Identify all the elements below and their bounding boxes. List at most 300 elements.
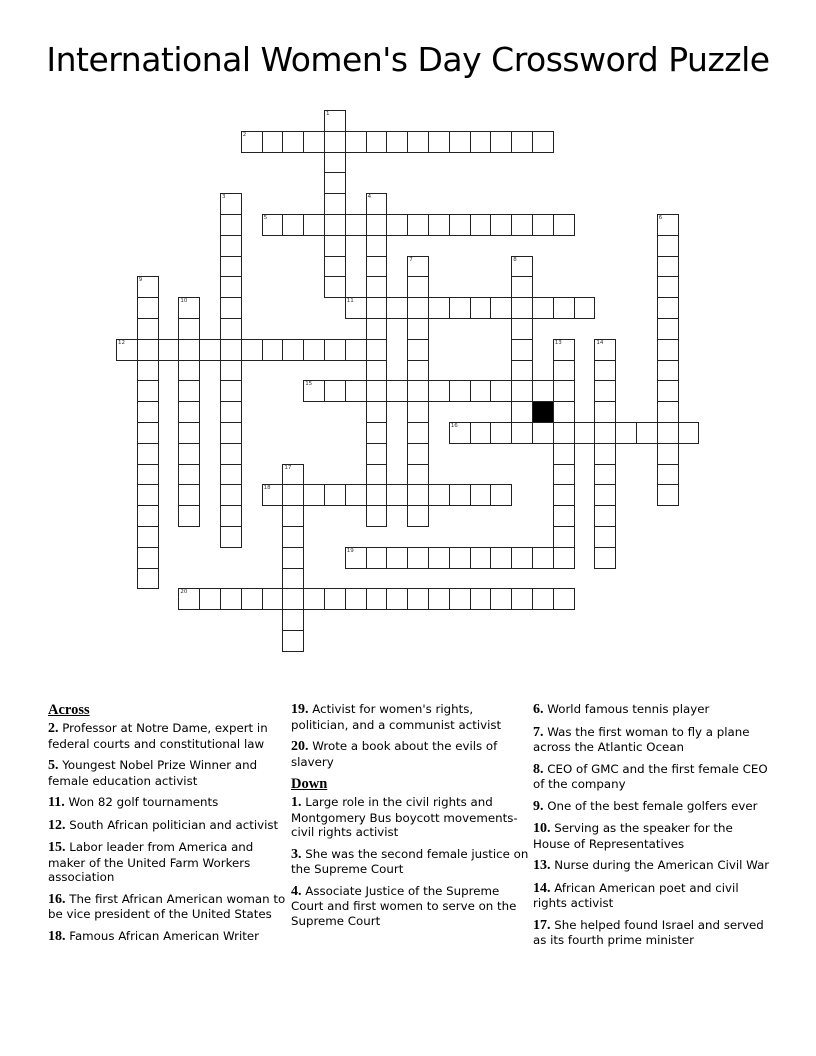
grid-cell[interactable] — [220, 380, 242, 402]
grid-cell[interactable] — [282, 588, 304, 610]
grid-cell[interactable] — [386, 484, 408, 506]
grid-cell[interactable] — [282, 547, 304, 569]
grid-cell[interactable] — [407, 443, 429, 465]
grid-cell[interactable] — [137, 568, 159, 590]
grid-cell[interactable] — [553, 401, 575, 423]
grid-cell[interactable] — [470, 588, 492, 610]
grid-cell[interactable] — [636, 422, 658, 444]
grid-cell[interactable] — [366, 276, 388, 298]
clue-number: 2. — [48, 721, 59, 736]
grid-cell[interactable] — [345, 547, 367, 569]
grid-cell[interactable] — [220, 193, 242, 215]
grid-cell[interactable] — [366, 547, 388, 569]
clue-number: 6. — [533, 702, 544, 717]
grid-cell[interactable] — [449, 588, 471, 610]
clue-text: Wrote a book about the evils of slavery — [291, 739, 498, 769]
grid-cell[interactable] — [178, 318, 200, 340]
clue-number: 19. — [291, 702, 309, 717]
grid-cell[interactable] — [345, 484, 367, 506]
cell-number: 3 — [222, 194, 226, 201]
grid-cell[interactable] — [428, 484, 450, 506]
grid-cell[interactable] — [220, 526, 242, 548]
grid-cell[interactable] — [657, 256, 679, 278]
grid-cell[interactable] — [178, 588, 200, 610]
grid-cell[interactable] — [324, 214, 346, 236]
cell-number: 12 — [118, 339, 125, 346]
grid-cell[interactable] — [137, 318, 159, 340]
clue-down-9 — [533, 799, 771, 815]
cell-number: 14 — [596, 339, 604, 346]
grid-cell[interactable] — [178, 360, 200, 382]
grid-cell[interactable] — [220, 422, 242, 444]
clue-text: Nurse during the American Civil War — [554, 858, 770, 872]
grid-cell[interactable] — [345, 588, 367, 610]
clue-across-2 — [48, 721, 286, 751]
grid-cell[interactable] — [262, 214, 284, 236]
grid-cell[interactable] — [137, 297, 159, 319]
grid-cell[interactable] — [282, 609, 304, 631]
grid-cell[interactable] — [407, 588, 429, 610]
grid-cell[interactable] — [553, 422, 575, 444]
grid-cell[interactable] — [407, 505, 429, 527]
grid-cell[interactable] — [303, 214, 325, 236]
clue-down-8 — [533, 762, 771, 792]
grid-cell[interactable] — [220, 318, 242, 340]
clue-number: 14. — [533, 880, 551, 896]
grid-cell[interactable] — [366, 131, 388, 153]
cell-number: 6 — [658, 215, 663, 221]
grid-cell[interactable] — [366, 380, 388, 402]
grid-cell[interactable] — [324, 152, 346, 174]
cell-number: 20 — [180, 589, 188, 596]
clue-across-12 — [48, 818, 286, 834]
grid-cell[interactable] — [407, 484, 429, 506]
grid-cell[interactable] — [428, 588, 450, 610]
grid-cell[interactable] — [553, 339, 575, 361]
grid-cell[interactable] — [657, 464, 679, 486]
grid-cell[interactable] — [262, 339, 284, 361]
cell-number: 13 — [554, 339, 562, 346]
grid-cell[interactable] — [366, 484, 388, 506]
grid-cell[interactable] — [282, 339, 304, 361]
grid-cell[interactable] — [594, 526, 616, 548]
grid-cell[interactable] — [449, 380, 471, 402]
clue-down-7 — [533, 725, 771, 755]
grid-cell[interactable] — [303, 588, 325, 610]
grid-cell[interactable] — [407, 339, 429, 361]
grid-cell[interactable] — [678, 422, 700, 444]
grid-cell[interactable] — [324, 235, 346, 257]
grid-cell[interactable] — [511, 214, 533, 236]
cell-number: 10 — [180, 298, 188, 305]
clue-text: African American poet and civil rights activist — [533, 880, 739, 910]
grid-cell[interactable] — [490, 380, 512, 402]
cell-number: 19 — [346, 547, 354, 554]
grid-cell[interactable] — [407, 256, 429, 278]
grid-cell[interactable] — [407, 401, 429, 423]
grid-cell[interactable] — [449, 422, 471, 444]
grid-cell[interactable] — [386, 131, 408, 153]
cell-number: 16 — [450, 423, 458, 429]
grid-cell[interactable] — [262, 484, 284, 506]
grid-cell[interactable] — [553, 588, 575, 610]
grid-cell[interactable] — [116, 339, 138, 361]
grid-cell[interactable] — [137, 360, 159, 382]
grid-cell[interactable] — [594, 464, 616, 486]
grid-cell[interactable] — [511, 318, 533, 340]
grid-cell[interactable] — [262, 588, 284, 610]
grid-cell[interactable] — [366, 443, 388, 465]
clue-text: Activist for women's rights, politician, and a communist activist — [291, 702, 502, 732]
clue-across-5 — [48, 758, 286, 788]
clue-down-4 — [291, 884, 529, 929]
clue-text: Serving as the speaker for the House of Representatives — [533, 821, 733, 851]
clue-number: 11. — [48, 795, 65, 810]
grid-cell[interactable] — [511, 588, 533, 610]
grid-cell[interactable] — [553, 443, 575, 465]
clue-number: 17. — [533, 917, 551, 933]
grid-cell[interactable] — [220, 401, 242, 423]
grid-cell[interactable] — [407, 214, 429, 236]
clue-across-11 — [48, 795, 286, 811]
grid-cell[interactable] — [324, 339, 346, 361]
grid-cell[interactable] — [553, 526, 575, 548]
cell-number: 7 — [409, 256, 413, 263]
clue-number: 9. — [533, 798, 544, 814]
grid-cell[interactable] — [594, 443, 616, 465]
grid-cell[interactable] — [511, 131, 533, 153]
grid-cell[interactable] — [282, 505, 304, 527]
clues-column-2 — [291, 702, 529, 935]
grid-cell[interactable] — [366, 214, 388, 236]
clue-down-14 — [533, 881, 771, 911]
grid-cell[interactable] — [178, 443, 200, 465]
grid-cell[interactable] — [511, 276, 533, 298]
grid-cell[interactable] — [324, 256, 346, 278]
cell-number: 15 — [305, 381, 313, 388]
clue-down-10 — [533, 821, 771, 851]
grid-cell[interactable] — [407, 380, 429, 402]
clue-text: Associate Justice of the Supreme Court and first women to serve on the Supreme Court — [291, 883, 517, 928]
grid-cell[interactable] — [386, 588, 408, 610]
grid-cell[interactable] — [594, 547, 616, 569]
grid-cell[interactable] — [594, 484, 616, 506]
grid-cell[interactable] — [553, 464, 575, 486]
grid-cell[interactable] — [262, 131, 284, 153]
grid-cell[interactable] — [220, 443, 242, 465]
clues-column-3 — [533, 702, 771, 955]
grid-cell[interactable] — [553, 360, 575, 382]
grid-cell[interactable] — [657, 443, 679, 465]
grid-cell[interactable] — [178, 422, 200, 444]
grid-cell[interactable] — [657, 360, 679, 382]
grid-cell[interactable] — [324, 276, 346, 298]
grid-cell[interactable] — [137, 380, 159, 402]
grid-cell[interactable] — [386, 297, 408, 319]
grid-cell[interactable] — [178, 464, 200, 486]
grid-cell[interactable] — [137, 401, 159, 423]
grid-cell[interactable] — [137, 547, 159, 569]
grid-cell[interactable] — [303, 339, 325, 361]
grid-cell[interactable] — [137, 443, 159, 465]
grid-cell[interactable] — [428, 214, 450, 236]
grid-cell[interactable] — [178, 339, 200, 361]
grid-cell[interactable] — [303, 131, 325, 153]
grid-cell[interactable] — [511, 360, 533, 382]
grid-cell[interactable] — [366, 193, 388, 215]
grid-cell[interactable] — [137, 464, 159, 486]
grid-cell[interactable] — [490, 588, 512, 610]
grid-cell[interactable] — [407, 360, 429, 382]
clue-across-20 — [291, 739, 529, 769]
grid-cell[interactable] — [511, 422, 533, 444]
grid-cell[interactable] — [386, 547, 408, 569]
grid-cell[interactable] — [615, 422, 637, 444]
grid-cell[interactable] — [407, 276, 429, 298]
grid-cell[interactable] — [220, 297, 242, 319]
clue-number: 1. — [291, 795, 302, 810]
grid-cell[interactable] — [137, 484, 159, 506]
grid-cell[interactable] — [490, 547, 512, 569]
grid-cell[interactable] — [178, 401, 200, 423]
grid-cell[interactable] — [366, 588, 388, 610]
grid-cell[interactable] — [178, 484, 200, 506]
grid-cell[interactable] — [657, 484, 679, 506]
grid-cell[interactable] — [366, 339, 388, 361]
grid-cell[interactable] — [220, 339, 242, 361]
grid-cell[interactable] — [199, 339, 221, 361]
clue-text: Won 82 golf tournaments — [68, 795, 219, 809]
grid-cell[interactable] — [428, 297, 450, 319]
clue-text: World famous tennis player — [547, 702, 710, 716]
grid-cell[interactable] — [511, 380, 533, 402]
grid-cell[interactable] — [594, 401, 616, 423]
grid-cell[interactable] — [490, 131, 512, 153]
grid-cell[interactable] — [553, 547, 575, 569]
grid-cell[interactable] — [386, 214, 408, 236]
grid-cell[interactable] — [324, 131, 346, 153]
grid-cell[interactable] — [657, 214, 679, 236]
grid-cell[interactable] — [553, 380, 575, 402]
grid-cell[interactable] — [366, 505, 388, 527]
grid-cell[interactable] — [553, 505, 575, 527]
cell-number: 5 — [263, 215, 268, 221]
grid-cell[interactable] — [594, 360, 616, 382]
clue-number: 7. — [533, 724, 544, 740]
clue-across-16 — [48, 892, 286, 922]
clue-down-3 — [291, 847, 529, 877]
clue-text: Labor leader from America and maker of the United Farm Workers association — [48, 840, 254, 884]
grid-cell[interactable] — [324, 193, 346, 215]
grid-cell[interactable] — [324, 484, 346, 506]
grid-cell[interactable] — [220, 505, 242, 527]
clue-number: 20. — [291, 739, 309, 754]
grid-cell[interactable] — [345, 339, 367, 361]
grid-cell[interactable] — [407, 131, 429, 153]
grid-cell[interactable] — [241, 339, 263, 361]
grid-cell[interactable] — [511, 256, 533, 278]
grid-cell[interactable] — [594, 422, 616, 444]
grid-cell[interactable] — [345, 297, 367, 319]
grid-cell[interactable] — [594, 505, 616, 527]
grid-cell[interactable] — [532, 588, 554, 610]
grid-cell[interactable] — [282, 214, 304, 236]
grid-cell[interactable] — [449, 547, 471, 569]
page-title: International Women's Day Crossword Puzzle — [46, 40, 770, 79]
grid-cell[interactable] — [657, 318, 679, 340]
clue-across-18 — [48, 929, 286, 945]
grid-cell[interactable] — [366, 318, 388, 340]
blocked-cell — [532, 401, 554, 423]
grid-cell[interactable] — [324, 588, 346, 610]
grid-cell[interactable] — [449, 484, 471, 506]
grid-cell[interactable] — [220, 484, 242, 506]
grid-cell[interactable] — [657, 339, 679, 361]
grid-cell[interactable] — [366, 360, 388, 382]
grid-cell[interactable] — [137, 339, 159, 361]
grid-cell[interactable] — [532, 297, 554, 319]
grid-cell[interactable] — [366, 422, 388, 444]
clue-number: 16. — [48, 891, 66, 907]
grid-cell[interactable] — [178, 380, 200, 402]
grid-cell[interactable] — [574, 297, 596, 319]
grid-cell[interactable] — [407, 464, 429, 486]
across-heading: Across — [48, 702, 90, 718]
grid-cell[interactable] — [137, 276, 159, 298]
clue-number: 13. — [533, 858, 551, 873]
grid-cell[interactable] — [282, 526, 304, 548]
clue-text: One of the best female golfers ever — [547, 798, 758, 813]
grid-cell[interactable] — [366, 401, 388, 423]
grid-cell[interactable] — [158, 339, 180, 361]
clue-text: Was the first woman to fly a plane across the Atlantic Ocean — [533, 724, 750, 754]
grid-cell[interactable] — [220, 276, 242, 298]
grid-cell[interactable] — [532, 131, 554, 153]
grid-cell[interactable] — [594, 339, 616, 361]
grid-cell[interactable] — [241, 588, 263, 610]
grid-cell[interactable] — [407, 422, 429, 444]
grid-cell[interactable] — [324, 110, 346, 132]
grid-cell[interactable] — [220, 360, 242, 382]
grid-cell[interactable] — [470, 422, 492, 444]
grid-cell[interactable] — [386, 380, 408, 402]
grid-cell[interactable] — [532, 214, 554, 236]
clue-text: South African politician and activist — [69, 817, 279, 832]
grid-cell[interactable] — [511, 339, 533, 361]
grid-cell[interactable] — [428, 547, 450, 569]
grid-cell[interactable] — [532, 380, 554, 402]
grid-cell[interactable] — [178, 505, 200, 527]
grid-cell[interactable] — [137, 526, 159, 548]
grid-cell[interactable] — [511, 547, 533, 569]
grid-cell[interactable] — [657, 401, 679, 423]
grid-cell[interactable] — [553, 214, 575, 236]
grid-cell[interactable] — [282, 484, 304, 506]
grid-cell[interactable] — [303, 484, 325, 506]
grid-cell[interactable] — [449, 131, 471, 153]
grid-cell[interactable] — [449, 214, 471, 236]
clues-column-1 — [48, 702, 286, 951]
grid-cell[interactable] — [282, 630, 304, 652]
clue-number: 18. — [48, 928, 66, 944]
grid-cell[interactable] — [407, 318, 429, 340]
grid-cell[interactable] — [220, 256, 242, 278]
grid-cell[interactable] — [490, 422, 512, 444]
grid-cell[interactable] — [282, 464, 304, 486]
grid-cell[interactable] — [407, 297, 429, 319]
grid-cell[interactable] — [241, 131, 263, 153]
cell-number: 4 — [367, 194, 372, 201]
grid-cell[interactable] — [345, 131, 367, 153]
grid-cell[interactable] — [220, 588, 242, 610]
grid-cell[interactable] — [366, 256, 388, 278]
grid-cell[interactable] — [470, 214, 492, 236]
grid-cell[interactable] — [553, 297, 575, 319]
grid-cell[interactable] — [553, 484, 575, 506]
grid-cell[interactable] — [657, 380, 679, 402]
grid-cell[interactable] — [282, 131, 304, 153]
grid-cell[interactable] — [594, 380, 616, 402]
grid-cell[interactable] — [220, 464, 242, 486]
grid-cell[interactable] — [324, 172, 346, 194]
grid-cell[interactable] — [178, 297, 200, 319]
grid-cell[interactable] — [490, 484, 512, 506]
clue-number: 15. — [48, 840, 66, 855]
cell-number: 8 — [513, 256, 517, 263]
grid-cell[interactable] — [282, 568, 304, 590]
grid-cell[interactable] — [366, 235, 388, 257]
grid-cell[interactable] — [470, 297, 492, 319]
grid-cell[interactable] — [220, 214, 242, 236]
grid-cell[interactable] — [574, 422, 596, 444]
grid-cell[interactable] — [137, 505, 159, 527]
grid-cell[interactable] — [470, 380, 492, 402]
grid-cell[interactable] — [137, 422, 159, 444]
grid-cell[interactable] — [470, 484, 492, 506]
clue-number: 10. — [533, 821, 551, 836]
grid-cell[interactable] — [470, 547, 492, 569]
grid-cell[interactable] — [511, 401, 533, 423]
grid-cell[interactable] — [449, 297, 471, 319]
grid-cell[interactable] — [220, 235, 242, 257]
grid-cell[interactable] — [428, 380, 450, 402]
grid-cell[interactable] — [470, 131, 492, 153]
grid-cell[interactable] — [303, 380, 325, 402]
down-heading: Down — [291, 776, 328, 792]
grid-cell[interactable] — [407, 547, 429, 569]
grid-cell[interactable] — [345, 214, 367, 236]
grid-cell[interactable] — [657, 276, 679, 298]
clue-down-6 — [533, 702, 771, 718]
grid-cell[interactable] — [345, 380, 367, 402]
grid-cell[interactable] — [490, 214, 512, 236]
grid-cell[interactable] — [428, 131, 450, 153]
grid-cell[interactable] — [657, 297, 679, 319]
grid-cell[interactable] — [532, 422, 554, 444]
clue-text: Large role in the civil rights and Montgomery Bus boycott movements- civil rights activist — [291, 795, 518, 839]
clue-across-19 — [291, 702, 529, 732]
grid-cell[interactable] — [657, 422, 679, 444]
grid-cell[interactable] — [366, 464, 388, 486]
grid-cell[interactable] — [511, 297, 533, 319]
grid-cell[interactable] — [366, 297, 388, 319]
grid-cell[interactable] — [199, 588, 221, 610]
grid-cell[interactable] — [532, 547, 554, 569]
clue-text: Youngest Nobel Prize Winner and female education activist — [48, 758, 258, 788]
grid-cell[interactable] — [324, 380, 346, 402]
grid-cell[interactable] — [490, 297, 512, 319]
grid-cell[interactable] — [657, 235, 679, 257]
